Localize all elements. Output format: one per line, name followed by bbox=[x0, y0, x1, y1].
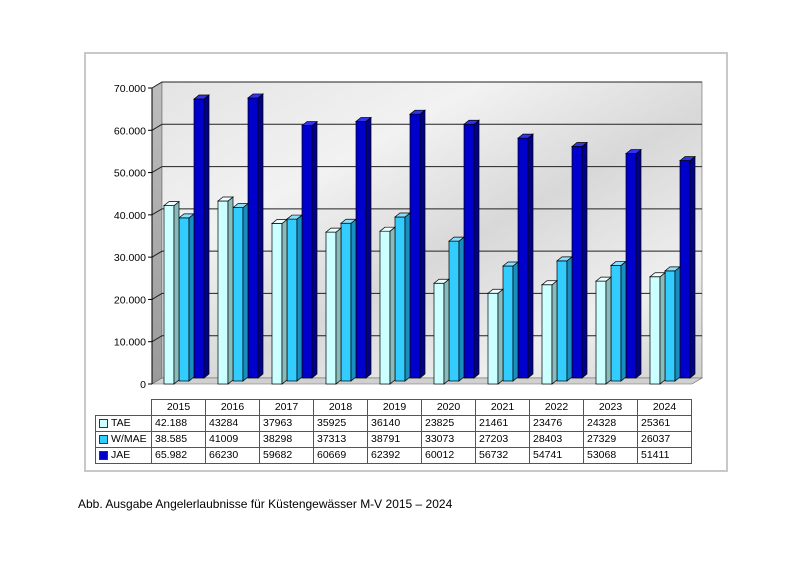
bar-side bbox=[474, 120, 479, 378]
y-tick-label: 0 bbox=[140, 379, 146, 391]
table-corner bbox=[96, 400, 152, 416]
bar-front bbox=[326, 232, 336, 384]
data-label: 53068 bbox=[584, 448, 638, 464]
bar-w-mae-2022 bbox=[557, 257, 572, 381]
bar-jae-2022 bbox=[572, 143, 587, 378]
y-tick-label: 10.000 bbox=[113, 336, 146, 349]
data-label: 33073 bbox=[422, 432, 476, 448]
bar-front bbox=[464, 124, 474, 378]
bar-w-mae-2015 bbox=[179, 214, 194, 381]
category-label: 2017 bbox=[260, 400, 314, 416]
category-label: 2015 bbox=[152, 400, 206, 416]
bar-side bbox=[513, 262, 518, 381]
bar-front bbox=[395, 217, 405, 381]
bar-side bbox=[258, 94, 263, 378]
data-label: 38.585 bbox=[152, 432, 206, 448]
bar-side bbox=[282, 219, 287, 384]
data-label: 66230 bbox=[206, 448, 260, 464]
data-label: 23476 bbox=[530, 416, 584, 432]
table-header-row bbox=[96, 400, 692, 416]
data-label: 37963 bbox=[260, 416, 314, 432]
data-label: 38791 bbox=[368, 432, 422, 448]
bar-w-mae-2016 bbox=[233, 204, 248, 381]
bar-side bbox=[243, 204, 248, 381]
series-legend-label bbox=[96, 432, 152, 448]
data-label: 27329 bbox=[584, 432, 638, 448]
bar-w-mae-2023 bbox=[611, 261, 626, 381]
bar-tae-2024 bbox=[650, 273, 665, 384]
series-legend-label bbox=[96, 416, 152, 432]
bar-front bbox=[434, 283, 444, 384]
y-tick-label: 50.000 bbox=[113, 167, 146, 180]
data-label: 24328 bbox=[584, 416, 638, 432]
data-label: 60012 bbox=[422, 448, 476, 464]
y-tick-label: 60.000 bbox=[113, 125, 146, 138]
bar-front bbox=[572, 147, 582, 378]
category-label: 2021 bbox=[476, 400, 530, 416]
bar-jae-2019 bbox=[410, 110, 425, 378]
series-legend-label bbox=[96, 448, 152, 464]
bar-front bbox=[626, 154, 636, 378]
bar-front bbox=[518, 138, 528, 378]
bar-front bbox=[665, 271, 675, 381]
bar-side bbox=[444, 279, 449, 384]
bar-tae-2018 bbox=[326, 228, 341, 384]
bar-side bbox=[528, 134, 533, 378]
bar-front bbox=[557, 261, 567, 381]
data-label: 25361 bbox=[638, 416, 692, 432]
data-label: 56732 bbox=[476, 448, 530, 464]
bar-side bbox=[351, 219, 356, 381]
category-label: 2024 bbox=[638, 400, 692, 416]
bar-side bbox=[690, 157, 695, 378]
table-row bbox=[96, 448, 692, 464]
y-tick-label: 70.000 bbox=[113, 83, 146, 95]
legend-key bbox=[99, 419, 108, 428]
bar-tae-2017 bbox=[272, 219, 287, 384]
series-name: TAE bbox=[111, 417, 131, 429]
data-label: 26037 bbox=[638, 432, 692, 448]
bar-side bbox=[636, 150, 641, 378]
bar-front bbox=[341, 223, 351, 381]
bar-side bbox=[174, 202, 179, 384]
bar-front bbox=[488, 293, 498, 384]
data-label: 37313 bbox=[314, 432, 368, 448]
data-label: 42.188 bbox=[152, 416, 206, 432]
bar-front bbox=[356, 121, 366, 378]
y-axis bbox=[114, 83, 152, 391]
bar-w-mae-2024 bbox=[665, 267, 680, 381]
data-label: 54741 bbox=[530, 448, 584, 464]
bar-jae-2020 bbox=[464, 120, 479, 378]
data-label: 65.982 bbox=[152, 448, 206, 464]
table-row bbox=[96, 416, 692, 432]
bar-jae-2017 bbox=[302, 122, 317, 378]
bar-front bbox=[680, 161, 690, 378]
data-label: 59682 bbox=[260, 448, 314, 464]
bar-front bbox=[650, 277, 660, 384]
data-label: 51411 bbox=[638, 448, 692, 464]
bar-side bbox=[582, 143, 587, 378]
bar-w-mae-2020 bbox=[449, 237, 464, 381]
bar-tae-2015 bbox=[164, 202, 179, 384]
bar-side bbox=[660, 273, 665, 384]
bar-side bbox=[312, 122, 317, 378]
bar-front bbox=[380, 231, 390, 384]
data-label: 35925 bbox=[314, 416, 368, 432]
bar-side bbox=[405, 213, 410, 381]
y-tick-label: 30.000 bbox=[113, 252, 146, 265]
y-tick-label: 40.000 bbox=[113, 209, 146, 222]
category-label: 2022 bbox=[530, 400, 584, 416]
bar-tae-2022 bbox=[542, 281, 557, 384]
bar-front bbox=[611, 265, 621, 381]
bar-w-mae-2021 bbox=[503, 262, 518, 381]
bar-front bbox=[233, 208, 243, 381]
category-label: 2020 bbox=[422, 400, 476, 416]
bar-side bbox=[459, 237, 464, 381]
bar-front bbox=[542, 285, 552, 384]
figure-caption: Abb. Ausgabe Angelerlaubnisse für Küstengewässer M-V 2015 – 2024 bbox=[78, 497, 453, 511]
bar-front bbox=[218, 201, 228, 384]
bar-jae-2023 bbox=[626, 150, 641, 378]
data-label: 36140 bbox=[368, 416, 422, 432]
y-tick-label: 20.000 bbox=[113, 294, 146, 307]
bar-tae-2021 bbox=[488, 289, 503, 384]
bar-side bbox=[204, 95, 209, 378]
bar-side bbox=[189, 214, 194, 381]
data-label: 62392 bbox=[368, 448, 422, 464]
bar-side bbox=[606, 277, 611, 384]
bar-front bbox=[179, 218, 189, 381]
bar-tae-2023 bbox=[596, 277, 611, 384]
data-label: 23825 bbox=[422, 416, 476, 432]
bar-tae-2016 bbox=[218, 197, 233, 384]
bar-front bbox=[194, 99, 204, 378]
data-label: 21461 bbox=[476, 416, 530, 432]
bar-tae-2020 bbox=[434, 279, 449, 384]
bar-front bbox=[272, 223, 282, 384]
category-label: 2019 bbox=[368, 400, 422, 416]
bar-front bbox=[410, 114, 420, 378]
bar-side bbox=[552, 281, 557, 384]
bar-side bbox=[366, 117, 371, 378]
bar-side bbox=[420, 110, 425, 378]
data-label: 38298 bbox=[260, 432, 314, 448]
bar-side bbox=[228, 197, 233, 384]
bar-front bbox=[596, 281, 606, 384]
category-label: 2016 bbox=[206, 400, 260, 416]
data-label: 28403 bbox=[530, 432, 584, 448]
data-label: 27203 bbox=[476, 432, 530, 448]
bar-side bbox=[297, 215, 302, 381]
bar-side bbox=[621, 261, 626, 381]
series-name: JAE bbox=[111, 449, 131, 461]
bar-front bbox=[164, 206, 174, 384]
bar-front bbox=[248, 98, 258, 378]
bar-jae-2021 bbox=[518, 134, 533, 378]
bar-jae-2016 bbox=[248, 94, 263, 378]
data-label: 43284 bbox=[206, 416, 260, 432]
bar-w-mae-2019 bbox=[395, 213, 410, 381]
data-label: 41009 bbox=[206, 432, 260, 448]
bar-side bbox=[498, 289, 503, 384]
bar-front bbox=[287, 219, 297, 381]
data-label: 60669 bbox=[314, 448, 368, 464]
bar-side bbox=[336, 228, 341, 384]
series-name: W/MAE bbox=[111, 433, 147, 445]
bar-side bbox=[567, 257, 572, 381]
table-row bbox=[96, 432, 692, 448]
bar-jae-2018 bbox=[356, 117, 371, 378]
bar-side bbox=[675, 267, 680, 381]
category-label: 2023 bbox=[584, 400, 638, 416]
legend-key bbox=[99, 451, 108, 460]
data-table bbox=[95, 399, 692, 464]
bar-front bbox=[503, 266, 513, 381]
legend-key bbox=[99, 435, 108, 444]
category-label: 2018 bbox=[314, 400, 368, 416]
bar-front bbox=[302, 126, 312, 378]
bar-jae-2024 bbox=[680, 157, 695, 378]
bar-front bbox=[449, 241, 459, 381]
bar-jae-2015 bbox=[194, 95, 209, 378]
bar-w-mae-2018 bbox=[341, 219, 356, 381]
bar-side bbox=[390, 227, 395, 384]
bar-tae-2019 bbox=[380, 227, 395, 384]
bar-w-mae-2017 bbox=[287, 215, 302, 381]
